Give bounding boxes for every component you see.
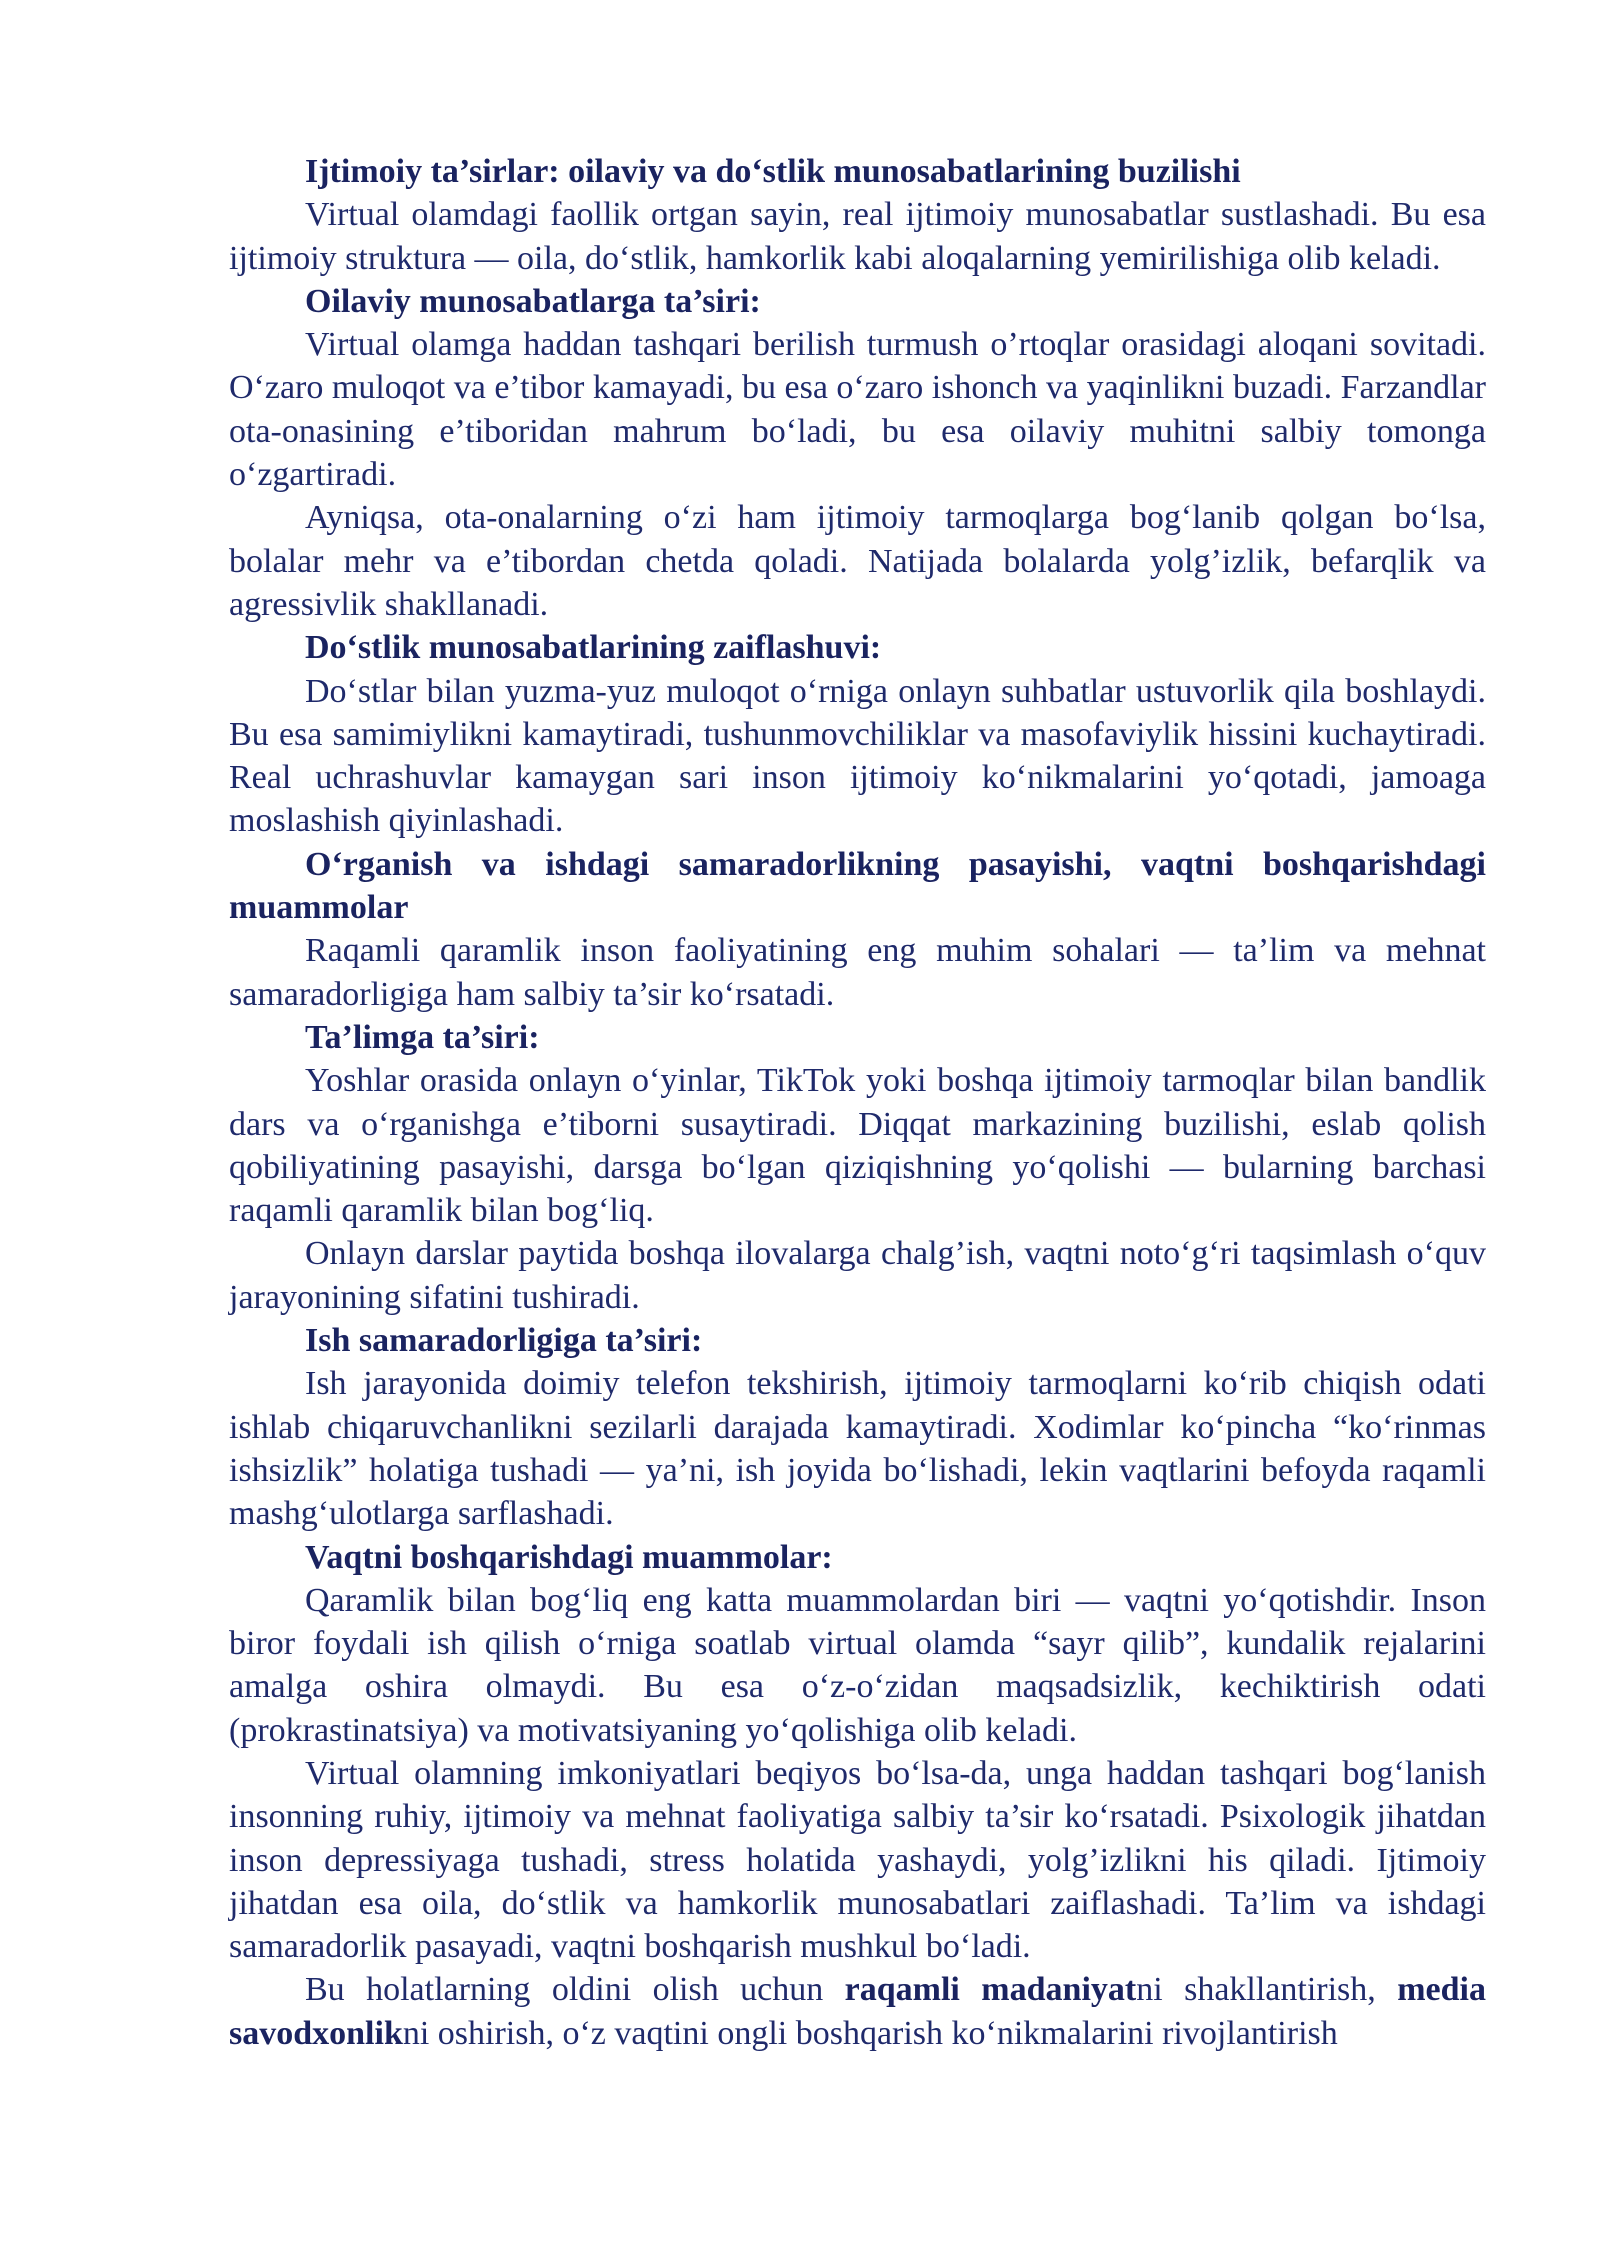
section-heading: O‘rganish va ishdagi samaradorlikning pasayishi, vaqtni boshqarishdagi muammolar <box>229 845 1486 927</box>
document-page <box>229 150 1486 2055</box>
section-heading: Do‘stlik munosabatlarining zaiflashuvi: <box>305 629 882 667</box>
section-heading: Ta’limga ta’siri: <box>305 1018 540 1056</box>
body-paragraph: Raqamli qaramlik inson faoliyatining eng muhim sohalari — ta’lim va mehnat samaradorligiga ham salbiy ta’sir ko‘rsatadi. <box>229 932 1486 1013</box>
body-paragraph: Virtual olamdagi faollik ortgan sayin, real ijtimoiy munosabatlar sustlashadi. Bu esa ijtimoiy struktura — oila, do‘stlik, hamkorlik kabi aloqalarning yemirilishiga olib keladi. <box>229 196 1486 277</box>
bold-term-media-literacy: media savodxonlik <box>229 1971 1486 2052</box>
section-heading: Oilaviy munosabatlarga ta’siri: <box>305 282 761 320</box>
body-paragraph: Yoshlar orasida onlayn o‘yinlar, TikTok yoki boshqa ijtimoiy tarmoqlar bilan bandlik dars va o‘rganishga e’tiborni susaytiradi. Diqqat markazining buzilishi, eslab qolish qobiliyatining pasayishi, darsga bo‘lgan qiziqishning yo‘qolishi — bularning barchasi raqamli qaramlik bilan bog‘liq. <box>229 1062 1486 1230</box>
section-heading: Ijtimoiy ta’sirlar: oilaviy va do‘stlik munosabatlarining buzilishi <box>305 153 1241 190</box>
body-paragraph: Virtual olamga haddan tashqari berilish turmush o’rtoqlar orasidagi aloqani sovitadi. O‘zaro muloqot va e’tibor kamayadi, bu esa o‘zaro ishonch va yaqinlikni buzadi. Farzandlar ota-onasining e’tiboridan mahrum bo‘ladi, bu esa oilaviy muhitni salbiy tomonga o‘zgartiradi. <box>229 326 1486 494</box>
body-paragraph: Ish jarayonida doimiy telefon tekshirish, ijtimoiy tarmoqlarni ko‘rib chiqish odati ishlab chiqaruvchanlikni sezilarli darajada kamaytiradi. Xodimlar ko‘pincha “ko‘rinmas ishsizlik” holatiga tushadi — ya’ni, ish joyida bo‘lishadi, lekin vaqtlarini befoyda raqamli mashg‘ulotlarga sarflashadi. <box>229 1365 1486 1533</box>
final-paragraph <box>229 1968 1486 2055</box>
body-paragraph: Ayniqsa, ota-onalarning o‘zi ham ijtimoiy tarmoqlarga bog‘lanib qolgan bo‘lsa, bolalar mehr va e’tibordan chetda qoladi. Natijada bolalarda yolg’izlik, befarqlik va agressivlik shakllanadi. <box>229 499 1486 623</box>
body-paragraph: Do‘stlar bilan yuzma-yuz muloqot o‘rniga onlayn suhbatlar ustuvorlik qila boshlaydi. Bu esa samimiylikni kamaytiradi, tushunmovchiliklar va masofaviylik hissini kuchaytiradi. Real uchrashuvlar kamaygan sari inson ijtimoiy ko‘nikmalarini yo‘qotadi, jamoaga moslashish qiyinlashadi. <box>229 672 1486 840</box>
body-paragraph: Qaramlik bilan bog‘liq eng katta muammolardan biri — vaqtni yo‘qotishdir. Inson biror foydali ish qilish o‘rniga soatlab virtual olamda “sayr qilib”, kundalik rejalarini amalga oshira olmaydi. Bu esa o‘z-o‘zidan maqsadsizlik, kechiktirish odati (prokrastinatsiya) va motivatsiyaning yo‘qolishiga olib keladi. <box>229 1581 1486 1749</box>
final-text-part: ni shakllantirish, <box>1136 1971 1398 2009</box>
body-paragraph: Virtual olamning imkoniyatlari beqiyos bo‘lsa-da, unga haddan tashqari bog‘lanish insonning ruhiy, ijtimoiy va mehnat faoliyatiga salbiy ta’sir ko‘rsatadi. Psixologik jihatdan inson depressiyaga tushadi, stress holatida yashaydi, yolg’izlikni his qiladi. Ijtimoiy jihatdan esa oila, do‘stlik va hamkorlik munosabatlari zaiflashadi. Ta’lim va ishdagi samaradorlik pasayadi, vaqtni boshqarish mushkul bo‘ladi. <box>229 1754 1486 1966</box>
bold-term-digital-culture: raqamli madaniyat <box>844 1971 1137 2009</box>
final-text-part: ni oshirish, o‘z vaqtini ongli boshqarish ko‘nikmalarini rivojlantirish <box>402 2014 1338 2052</box>
final-text-part: Bu holatlarning oldini olish uchun <box>305 1971 845 2009</box>
section-heading: Vaqtni boshqarishdagi muammolar: <box>305 1538 833 1576</box>
body-paragraph: Onlayn darslar paytida boshqa ilovalarga chalg’ish, vaqtni noto‘g‘ri taqsimlash o‘quv jarayonining sifatini tushiradi. <box>229 1235 1486 1316</box>
section-heading: Ish samaradorligiga ta’siri: <box>305 1322 703 1360</box>
